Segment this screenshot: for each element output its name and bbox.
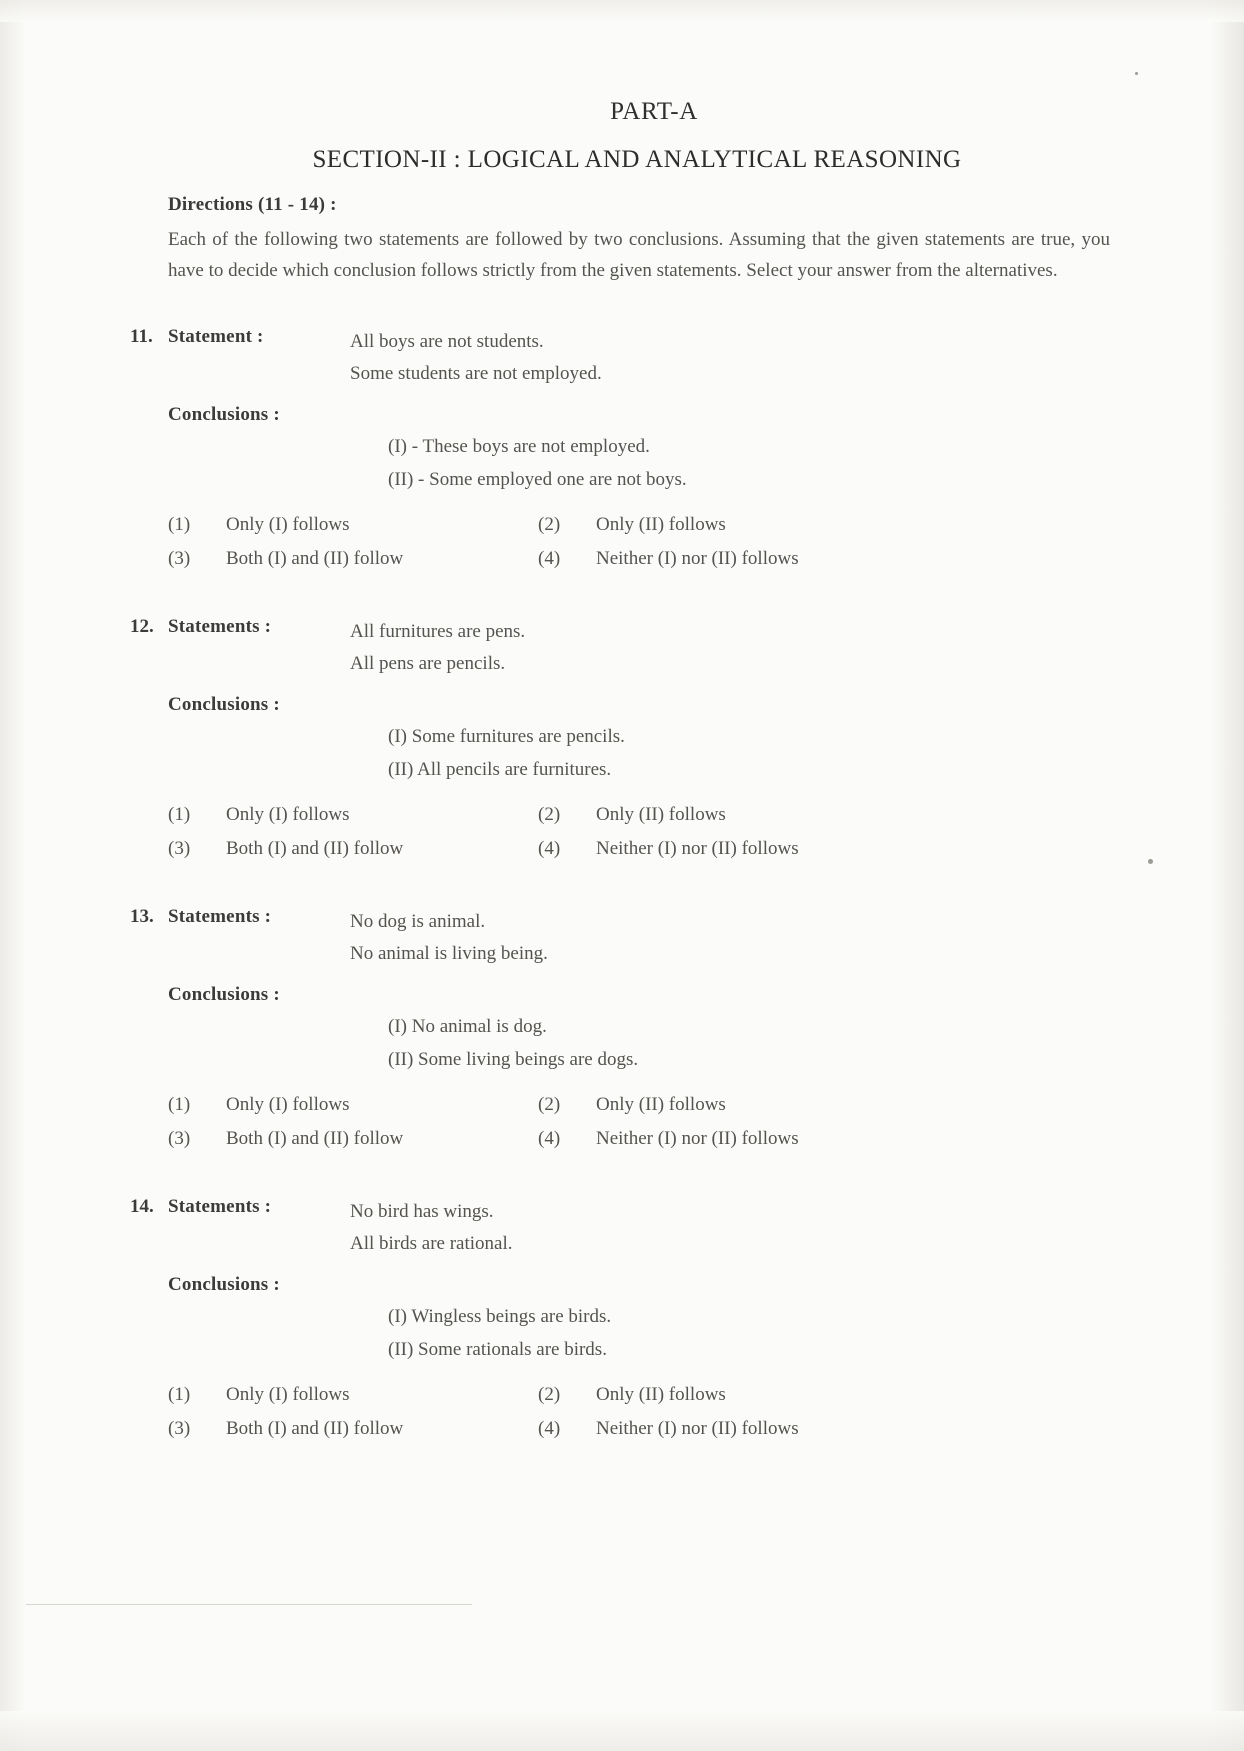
option-row [168, 1378, 1130, 1412]
option-label: Only (I) follows [226, 1094, 350, 1115]
option-label: Only (II) follows [596, 804, 726, 825]
option-key: (3) [168, 1418, 191, 1439]
option-key: (4) [538, 838, 561, 859]
conclusion-text: (II) Some living beings are dogs. [388, 1049, 639, 1070]
option-label: Both (I) and (II) follow [226, 838, 404, 859]
section-title: SECTION-II : LOGICAL AND ANALYTICAL REASONING [312, 146, 962, 173]
option-row [168, 1088, 1130, 1122]
option-list [168, 1088, 1130, 1156]
conclusion-text: (I) Some furnitures are pencils. [388, 726, 625, 747]
option-4[interactable] [538, 1122, 938, 1156]
option-key: (3) [168, 1128, 191, 1149]
option-label: Both (I) and (II) follow [226, 548, 404, 569]
option-4[interactable] [538, 832, 938, 866]
question-statement-row [168, 906, 1130, 938]
statement-text: No bird has wings. [350, 1201, 494, 1222]
option-row [168, 1412, 1130, 1446]
option-label: Only (II) follows [596, 514, 726, 535]
option-row [168, 832, 1130, 866]
option-key: (3) [168, 838, 191, 859]
part-title: PART-A [610, 98, 698, 125]
statement-text: All furnitures are pens. [350, 621, 526, 642]
statement-text: All pens are pencils. [350, 653, 506, 674]
question-block [130, 906, 1130, 1156]
statement-text: Some students are not employed. [350, 363, 602, 384]
statement-text: No animal is living being. [350, 943, 548, 964]
option-row [168, 508, 1130, 542]
question-number: 12. [130, 616, 154, 637]
option-3[interactable] [168, 542, 538, 576]
statement-text: No dog is animal. [350, 911, 486, 932]
option-label: Both (I) and (II) follow [226, 1128, 404, 1149]
scan-speck [1135, 72, 1138, 75]
question-number: 13. [130, 906, 154, 927]
option-label: Neither (I) nor (II) follows [596, 838, 799, 859]
option-label: Only (I) follows [226, 804, 350, 825]
option-1[interactable] [168, 508, 538, 542]
question-number: 14. [130, 1196, 154, 1217]
option-label: Only (I) follows [226, 1384, 350, 1405]
scan-speck [1148, 859, 1153, 864]
option-key: (2) [538, 1384, 561, 1405]
conclusions-label: Conclusions : [168, 984, 280, 1005]
option-1[interactable] [168, 798, 538, 832]
conclusions-label: Conclusions : [168, 694, 280, 715]
question-statement-row [168, 616, 1130, 648]
conclusion-text: (I) No animal is dog. [388, 1016, 547, 1037]
option-key: (3) [168, 548, 191, 569]
option-row [168, 542, 1130, 576]
question-statement-row [168, 1196, 1130, 1228]
statement-label: Statement : [168, 326, 264, 347]
option-label: Only (II) follows [596, 1094, 726, 1115]
option-3[interactable] [168, 1412, 538, 1446]
option-row [168, 798, 1130, 832]
option-3[interactable] [168, 832, 538, 866]
option-label: Only (II) follows [596, 1384, 726, 1405]
statement-label: Statements : [168, 616, 272, 637]
page-edge-shadow-left [0, 0, 26, 1751]
statement-label: Statements : [168, 1196, 272, 1217]
conclusion-text: (II) All pencils are furnitures. [388, 759, 612, 780]
conclusion-text: (II) - Some employed one are not boys. [388, 469, 687, 490]
option-key: (1) [168, 514, 191, 535]
question-number: 11. [130, 326, 153, 347]
option-row [168, 1122, 1130, 1156]
page-edge-shadow-top [0, 0, 1244, 22]
question-block [130, 326, 1130, 576]
option-key: (2) [538, 1094, 561, 1115]
option-key: (1) [168, 804, 191, 825]
option-label: Only (I) follows [226, 514, 350, 535]
option-key: (1) [168, 1094, 191, 1115]
directions-body: Each of the following two statements are followed by two conclusions. Assuming that the given statements are true, you have to decide which conclusion follows strictly from the given statements. Select your answer from the alternatives. [168, 229, 1110, 281]
option-label: Neither (I) nor (II) follows [596, 548, 799, 569]
option-2[interactable] [538, 1378, 938, 1412]
conclusion-text: (II) Some rationals are birds. [388, 1339, 607, 1360]
option-4[interactable] [538, 542, 938, 576]
directions-heading: Directions (11 - 14) : [168, 194, 337, 215]
statement-text: All boys are not students. [350, 331, 544, 352]
option-2[interactable] [538, 798, 938, 832]
option-3[interactable] [168, 1122, 538, 1156]
option-label: Both (I) and (II) follow [226, 1418, 404, 1439]
option-key: (2) [538, 804, 561, 825]
option-list [168, 798, 1130, 866]
question-statement-row [168, 326, 1130, 358]
question-block [130, 616, 1130, 866]
conclusion-text: (I) Wingless beings are birds. [388, 1306, 612, 1327]
option-key: (4) [538, 548, 561, 569]
statement-text: All birds are rational. [350, 1233, 513, 1254]
option-4[interactable] [538, 1412, 938, 1446]
option-list [168, 1378, 1130, 1446]
question-block [130, 1196, 1130, 1446]
option-2[interactable] [538, 508, 938, 542]
option-label: Neither (I) nor (II) follows [596, 1128, 799, 1149]
statement-label: Statements : [168, 906, 272, 927]
option-1[interactable] [168, 1378, 538, 1412]
conclusions-label: Conclusions : [168, 404, 280, 425]
option-list [168, 508, 1130, 576]
option-key: (2) [538, 514, 561, 535]
option-key: (4) [538, 1418, 561, 1439]
page-edge-shadow-bottom [0, 1711, 1244, 1751]
option-1[interactable] [168, 1088, 538, 1122]
page-edge-shadow-right [1210, 0, 1244, 1751]
option-key: (4) [538, 1128, 561, 1149]
option-2[interactable] [538, 1088, 938, 1122]
conclusions-label: Conclusions : [168, 1274, 280, 1295]
page-bottom-rule [26, 1604, 472, 1605]
conclusion-text: (I) - These boys are not employed. [388, 436, 650, 457]
exam-paper-content [130, 98, 1130, 1446]
option-key: (1) [168, 1384, 191, 1405]
option-label: Neither (I) nor (II) follows [596, 1418, 799, 1439]
